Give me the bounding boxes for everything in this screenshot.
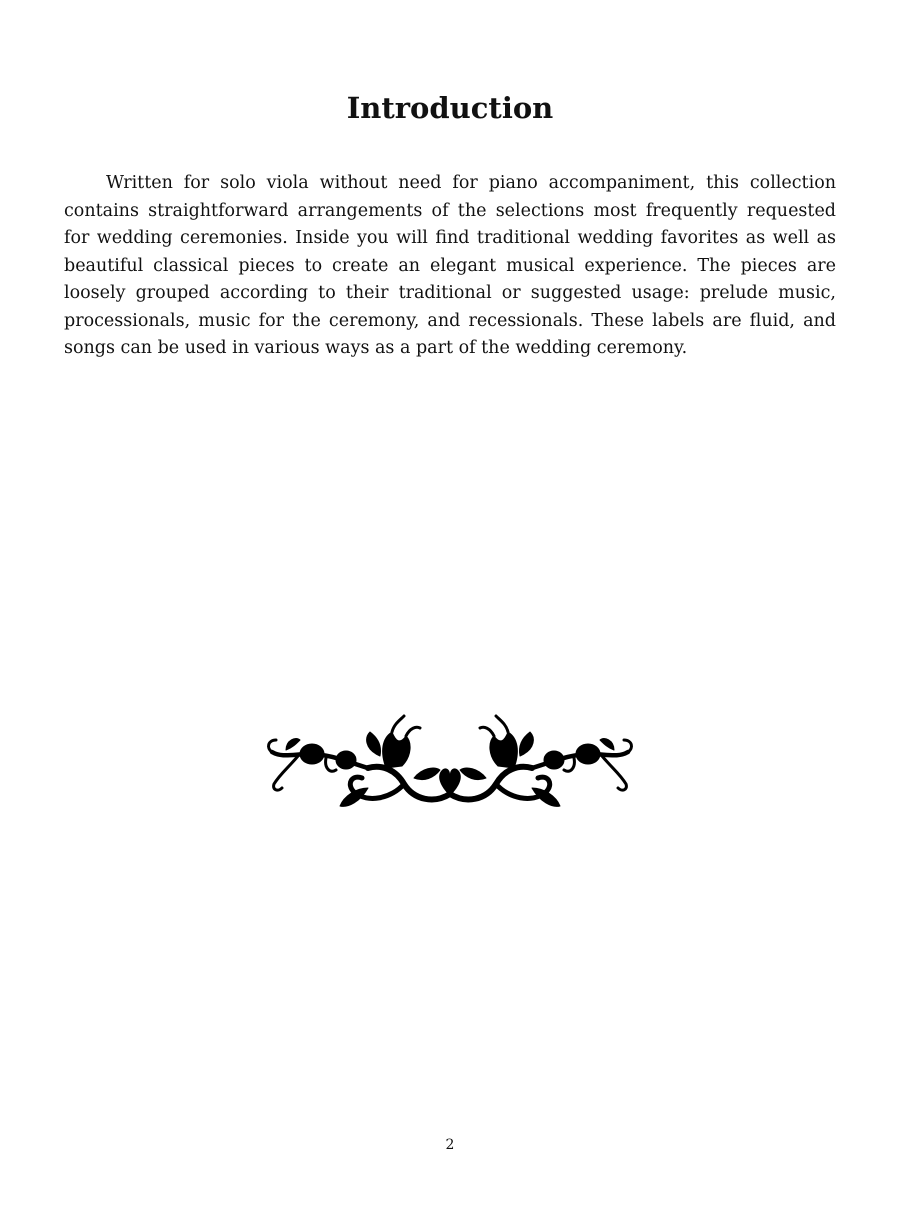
page-number: 2: [445, 1137, 455, 1153]
floral-scroll-ornament-icon: [264, 712, 636, 812]
page-title: Introduction: [346, 91, 554, 125]
introduction-paragraph: Written for solo viola without need for piano accompaniment, this collection contains straightforward arrangements of the selections most frequently requested for wedding ceremonies. Inside you will find traditional wedding favorites as well as beautiful classical pieces to create an elegant musical experience. The pieces are loosely grouped according to their traditional or suggested usage: prelude music, processionals, music for the ceremony, and recessionals. These labels are fluid, and songs can be used in various ways as a part of the wedding ceremony.: [64, 173, 836, 358]
